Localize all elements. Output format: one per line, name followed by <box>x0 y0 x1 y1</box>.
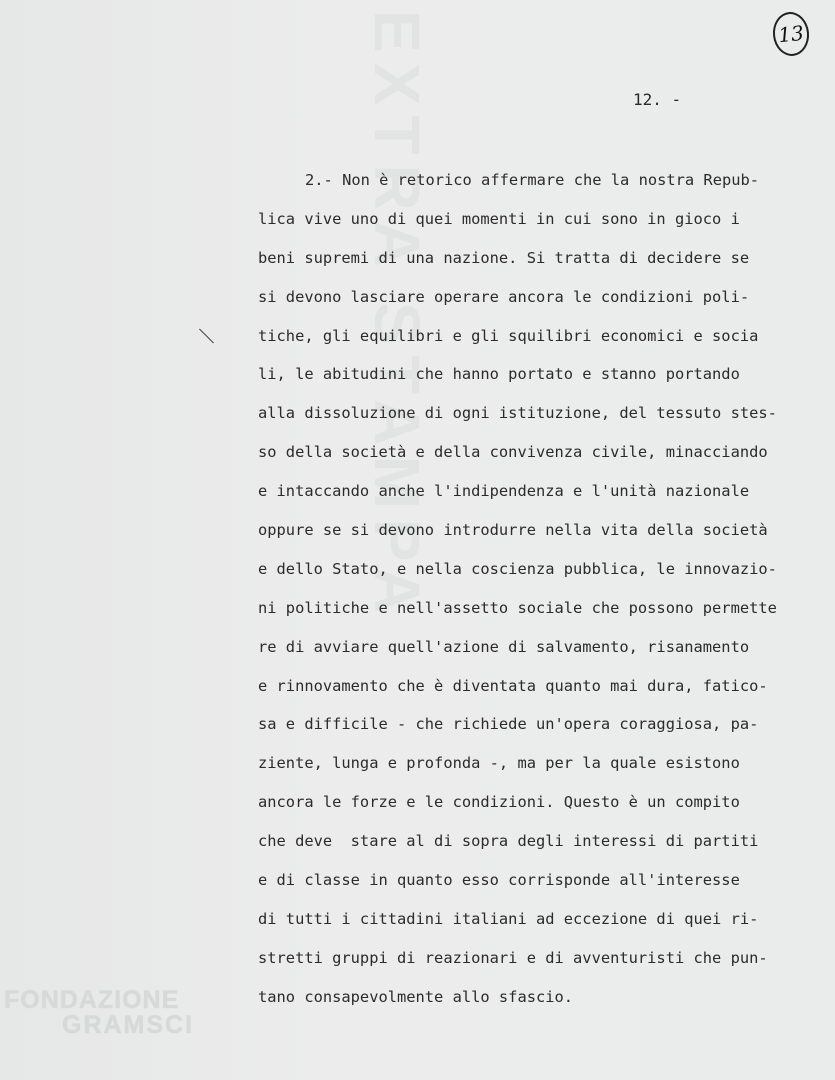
watermark-lettering: EXTRA STAMPA <box>361 10 433 624</box>
text-line: e dello Stato, e nella coscienza pubblica, le innovazio- <box>258 559 777 578</box>
margin-pen-mark <box>199 329 214 344</box>
text-line: so della società e della convivenza civile, minacciando <box>258 443 768 462</box>
archive-page-stamp: 13 <box>771 10 811 58</box>
typed-paragraph <box>258 167 818 1023</box>
text-line: ancora le forze e le condizioni. Questo è un compito <box>258 793 740 812</box>
text-line: si devono lasciare operare ancora le condizioni poli- <box>258 287 750 306</box>
page-number: 12. - <box>633 90 682 109</box>
logo-line-1: FONDAZIONE <box>4 986 180 1014</box>
text-line: stretti gruppi di reazionari e di avventuristi che pun- <box>258 948 768 967</box>
text-line: e intaccando anche l'indipendenza e l'unità nazionale <box>258 482 750 501</box>
logo-line-2: GRAMSCI <box>62 1011 195 1039</box>
text-line: di tutti i cittadini italiani ad eccezione di quei ri- <box>258 909 759 928</box>
text-line: li, le abitudini che hanno portato e stanno portando <box>258 365 740 384</box>
text-line: e rinnovamento che è diventata quanto mai dura, fatico- <box>258 676 768 695</box>
text-line: lica vive uno di quei momenti in cui sono in gioco i <box>258 209 740 228</box>
text-line: ni politiche e nell'assetto sociale che possono permette <box>258 598 777 617</box>
text-line: che deve stare al di sopra degli interessi di partiti <box>258 832 759 851</box>
text-line: re di avviare quell'azione di salvamento, risanamento <box>258 637 750 656</box>
text-line: tiche, gli equilibri e gli squilibri economici e socia <box>258 326 759 345</box>
text-line: e di classe in quanto esso corrisponde all'interesse <box>258 871 740 890</box>
text-line: tano consapevolmente allo sfascio. <box>258 987 574 1006</box>
text-line: ziente, lunga e profonda -, ma per la quale esistono <box>258 754 740 773</box>
text-line: sa e difficile - che richiede un'opera coraggiosa, pa- <box>258 715 759 734</box>
text-line: 2.- Non è retorico affermare che la nostra Repub- <box>305 171 760 189</box>
text-line: beni supremi di una nazione. Si tratta di decidere se <box>258 248 750 267</box>
foundation-watermark-logo <box>4 988 204 1038</box>
text-line: alla dissoluzione di ogni istituzione, del tessuto stes- <box>258 404 777 423</box>
text-line: oppure se si devono introdurre nella vita della società <box>258 521 768 540</box>
